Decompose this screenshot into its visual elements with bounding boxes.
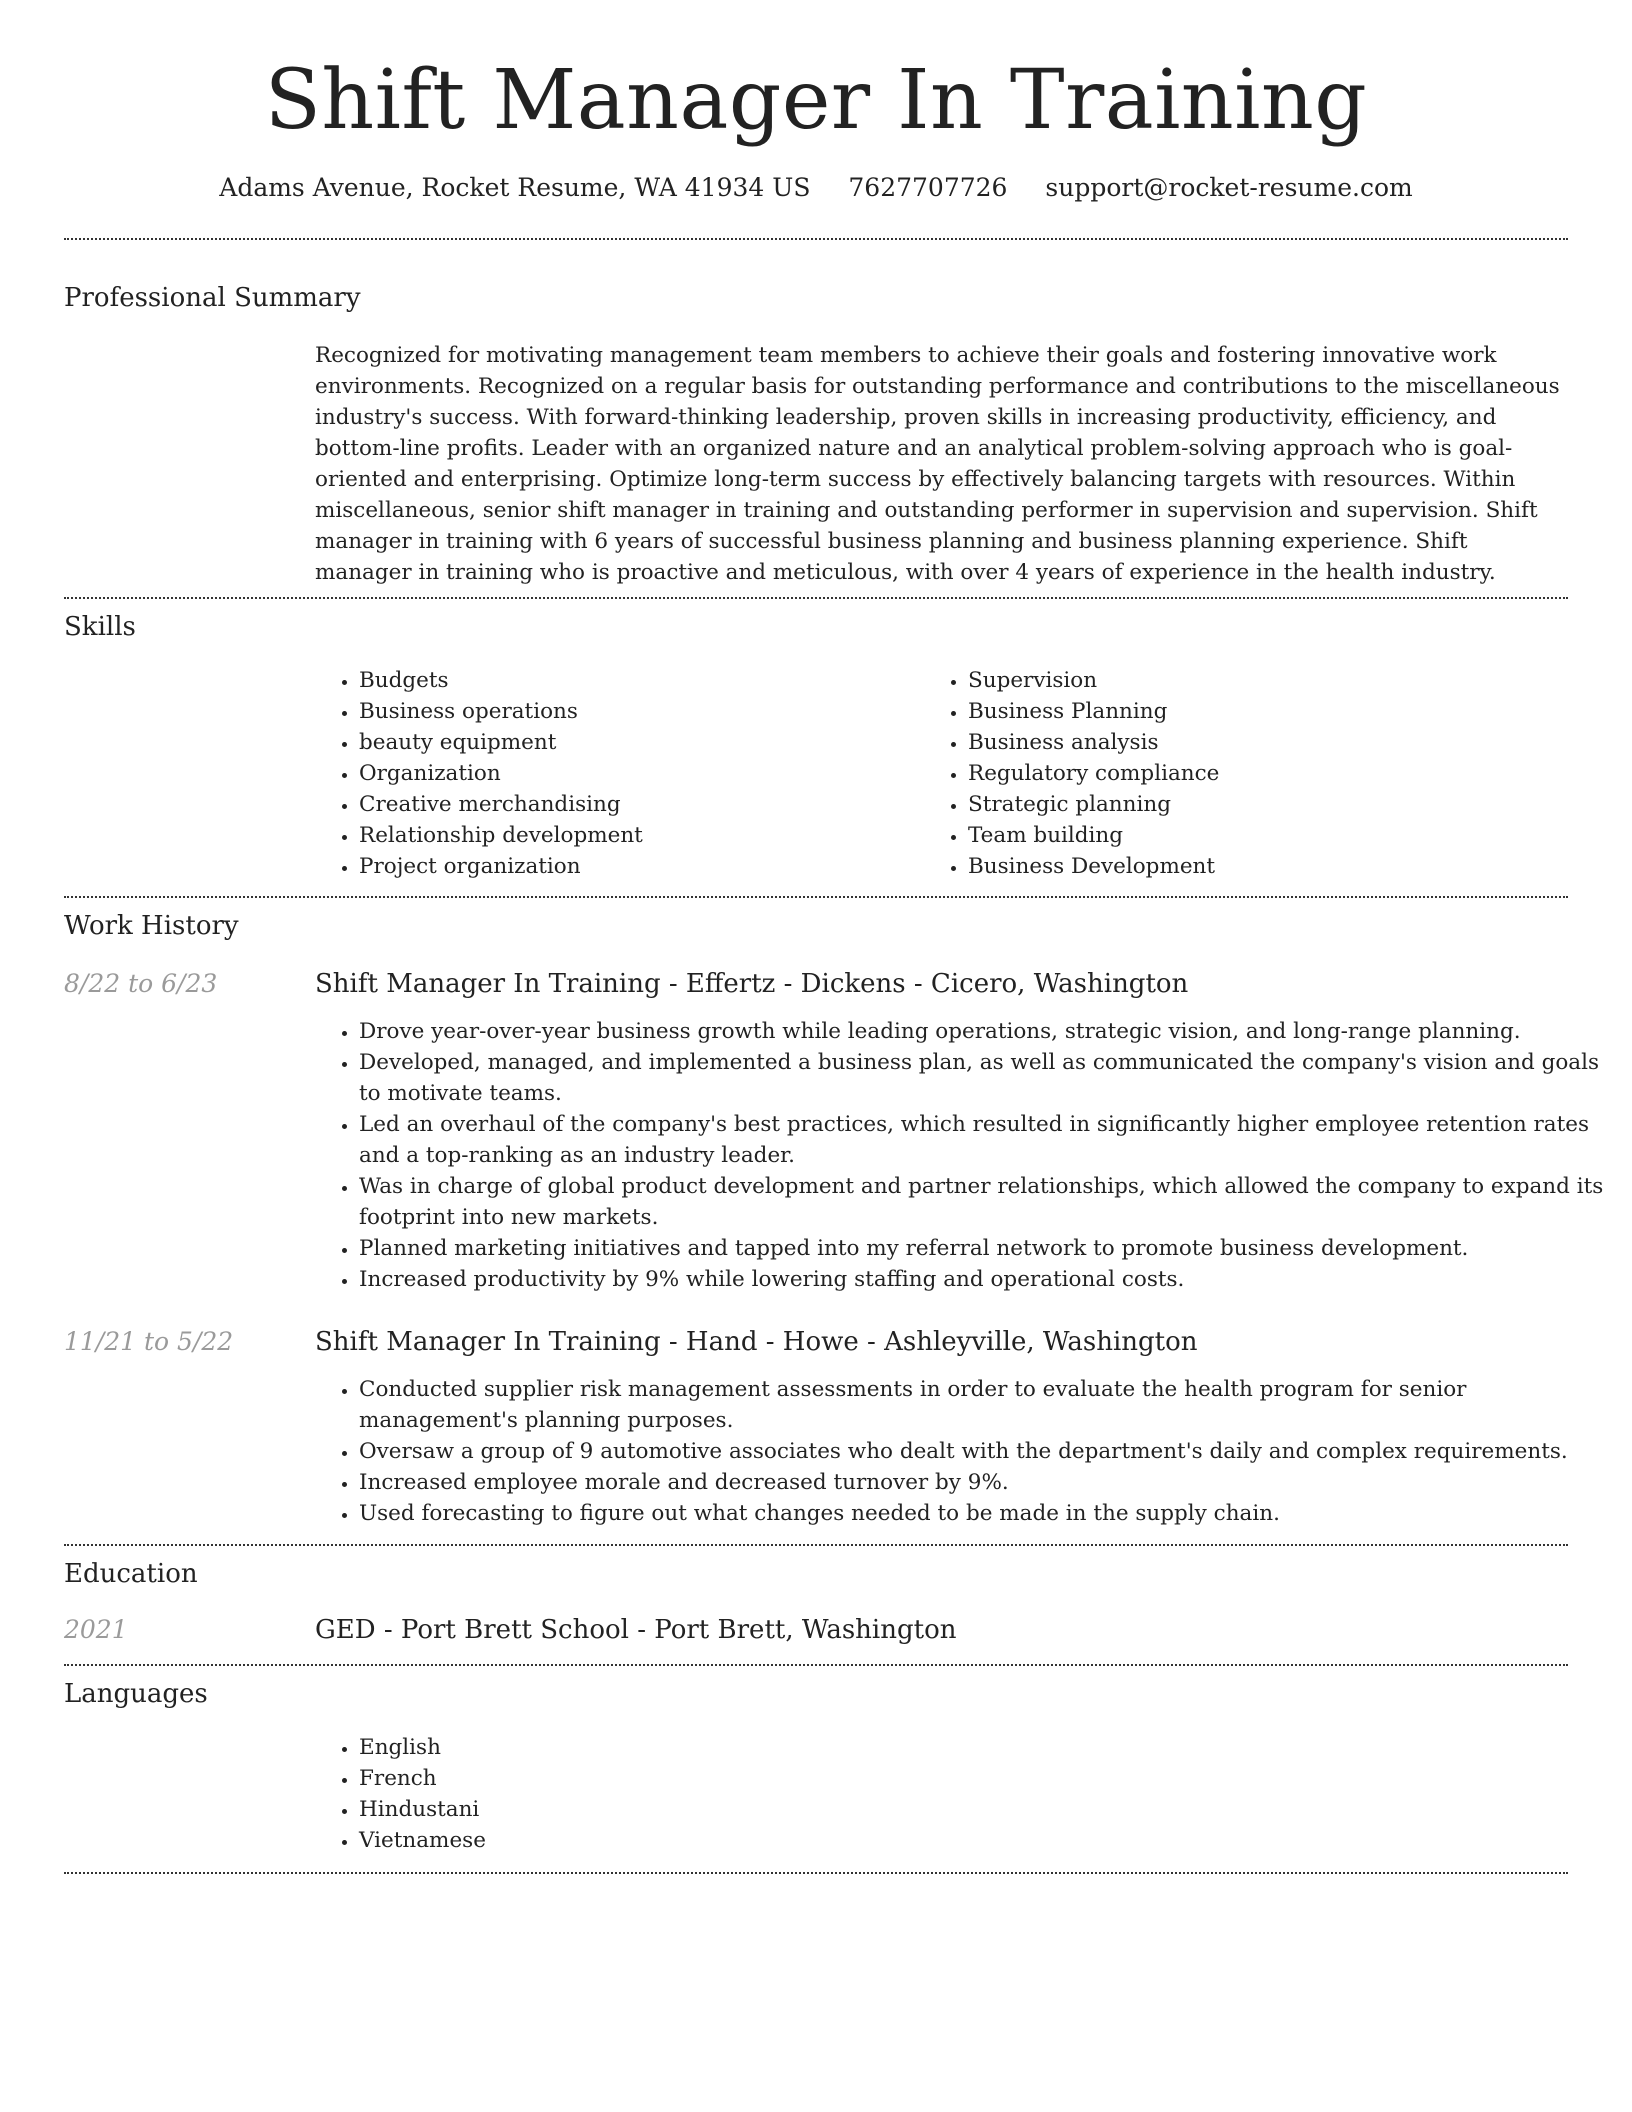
job-bullet: • Oversaw a group of 9 automotive associates who dealt with the department's daily and complex requirements.	[359, 1436, 1611, 1467]
skill-item: • Supervision	[968, 665, 1568, 696]
skill-item: • Business analysis	[968, 727, 1568, 758]
skill-item: • Relationship development	[359, 820, 919, 851]
section-divider	[64, 1544, 1568, 1546]
job-bullet: • Increased productivity by 9% while lowering staffing and operational costs.	[359, 1264, 1611, 1295]
section-divider	[64, 1664, 1568, 1666]
work-heading: Work History	[64, 911, 239, 941]
language-item: • Hindustani	[359, 1794, 959, 1825]
job-title: Shift Manager In Training - Hand - Howe - Ashleyville, Washington	[315, 1327, 1198, 1357]
skill-item: • Creative merchandising	[359, 789, 919, 820]
job-bullet: • Used forecasting to figure out what changes needed to be made in the supply chain.	[359, 1498, 1611, 1529]
education-year: 2021	[64, 1615, 128, 1644]
section-divider	[64, 238, 1568, 240]
education-entry: GED - Port Brett School - Port Brett, Washington	[315, 1615, 957, 1645]
job-bullets	[315, 1374, 1611, 1529]
job-bullet: • Planned marketing initiatives and tapped into my referral network to promote business development.	[359, 1233, 1611, 1264]
skills-heading: Skills	[64, 612, 136, 642]
skill-item: • Business operations	[359, 696, 919, 727]
section-divider	[64, 1872, 1568, 1874]
job-bullet: • Conducted supplier risk management assessments in order to evaluate the health program for senior management's planning purposes.	[359, 1374, 1611, 1436]
skill-item: • Strategic planning	[968, 789, 1568, 820]
job-bullets	[315, 1016, 1611, 1295]
summary-text: Recognized for motivating management team members to achieve their goals and fostering innovative work environments. Recognized on a regular basis for outstanding performance and contributions to the miscellaneous industry's success. With forward-thinking leadership, proven skills in increasing productivity, efficiency, and bottom-line profits. Leader with an organized nature and an analytical problem-solving approach who is goal-oriented and enterprising. Optimize long-term success by effectively balancing targets with resources. Within miscellaneous, senior shift manager in training and outstanding performer in supervision and supervision. Shift manager in training with 6 years of successful business planning and business planning experience. Shift manager in training who is proactive and meticulous, with over 4 years of experience in the health industry.	[315, 343, 1560, 585]
job-bullet: • Increased employee morale and decreased turnover by 9%.	[359, 1467, 1611, 1498]
skill-item: • Team building	[968, 820, 1568, 851]
education-heading: Education	[64, 1559, 198, 1589]
skills-list-left	[315, 665, 919, 882]
job-bullet: • Led an overhaul of the company's best practices, which resulted in significantly higher employee retention rates and a top-ranking as an industry leader.	[359, 1109, 1611, 1171]
skills-list-right	[924, 665, 1568, 882]
job-bullet: • Drove year-over-year business growth while leading operations, strategic vision, and long-range planning.	[359, 1016, 1611, 1047]
section-divider	[64, 896, 1568, 898]
contact-phone: 7627707726	[848, 173, 1008, 202]
job-dates: 8/22 to 6/23	[64, 969, 218, 998]
section-divider	[64, 597, 1568, 599]
job-title: Shift Manager In Training - Effertz - Dickens - Cicero, Washington	[315, 969, 1189, 999]
skill-item: • Organization	[359, 758, 919, 789]
skill-item: • Business Planning	[968, 696, 1568, 727]
language-item: • French	[359, 1763, 959, 1794]
job-dates: 11/21 to 5/22	[64, 1327, 234, 1356]
skill-item: • beauty equipment	[359, 727, 919, 758]
languages-heading: Languages	[64, 1679, 208, 1709]
language-item: • Vietnamese	[359, 1825, 959, 1856]
languages-list	[315, 1732, 959, 1856]
job-bullet: • Developed, managed, and implemented a business plan, as well as communicated the company's vision and goals to motivate teams.	[359, 1047, 1611, 1109]
skill-item: • Business Development	[968, 851, 1568, 882]
summary-heading: Professional Summary	[64, 283, 361, 313]
resume-name: Shift Manager In Training	[264, 53, 1368, 148]
skill-item: • Project organization	[359, 851, 919, 882]
job-bullet: • Was in charge of global product development and partner relationships, which allowed the company to expand its footprint into new markets.	[359, 1171, 1611, 1233]
contact-address: Adams Avenue, Rocket Resume, WA 41934 US	[219, 173, 811, 202]
skill-item: • Regulatory compliance	[968, 758, 1568, 789]
contact-line	[0, 170, 1632, 206]
language-item: • English	[359, 1732, 959, 1763]
skill-item: • Budgets	[359, 665, 919, 696]
contact-email: support@rocket-resume.com	[1045, 173, 1413, 202]
